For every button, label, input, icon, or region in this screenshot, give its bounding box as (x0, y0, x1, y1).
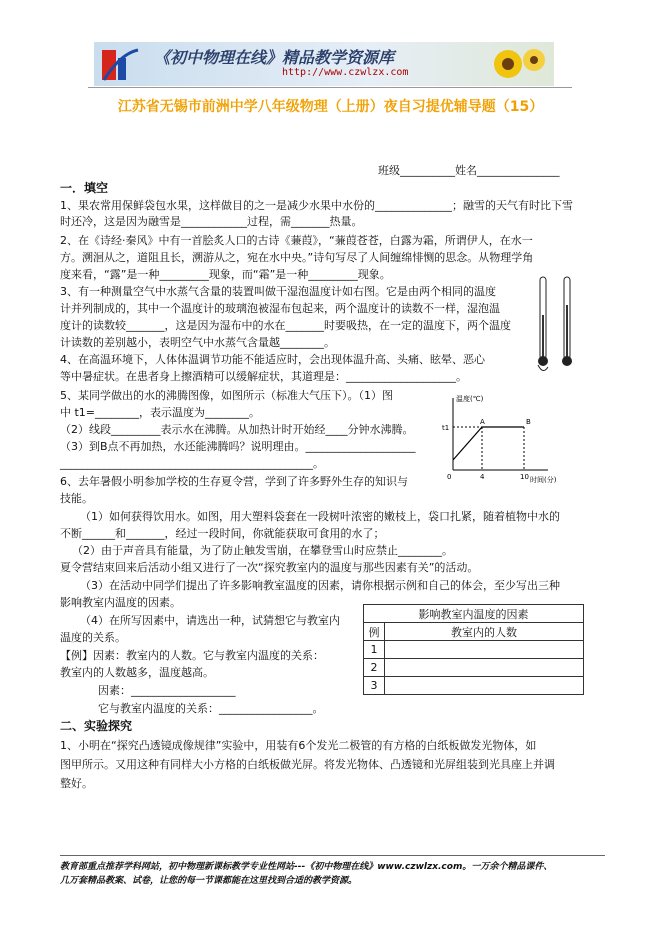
class-name-fields[interactable]: 班级__________姓名_______________ (378, 164, 560, 177)
graph-ylabel: 温度(℃) (456, 395, 484, 403)
table-row: 3 (364, 677, 584, 695)
exp1-line3: 整好。 (60, 777, 93, 790)
q5-line1: 5、某同学做出的水的沸腾图像，如图所示（标准大气压下）。（1）图 (60, 389, 393, 402)
footer-line2: 几万套精品教案、试卷，让您的每一节课都能在这里找到合适的教学资源。 (60, 876, 358, 886)
graph-tick-10: 10 (520, 473, 529, 481)
table-col-label: 例 (364, 623, 385, 641)
graph-t1-label: t1 (442, 424, 450, 432)
q6-line2: 技能。 (60, 492, 93, 505)
graph-point-a: A (480, 418, 485, 426)
q3-line1: 3、有一种测量空气中水蒸气含量的装置叫做干湿泡温度计如右图。它是由两个相同的温度 (60, 285, 496, 298)
footer-divider (60, 855, 605, 856)
table-answer-cell[interactable] (385, 677, 584, 695)
q6-activity-intro: 夏令营结束回来后活动小组又进行了一次“探究教室内的温度与那些因素有关”的活动。 (60, 561, 479, 574)
table-answer-cell[interactable] (385, 641, 584, 659)
sunflower-icon (486, 44, 550, 84)
graph-origin: 0 (447, 473, 452, 481)
exp1-line1: 1、小明在“探究凸透镜成像规律”实验中，用装有6个发光二极管的有方格的白纸板做发光物体，如 (60, 739, 537, 752)
q6-part2: （2）由于声音具有能量，为了防止触发雪崩，在攀登雪山时应禁止________。 (72, 544, 453, 557)
q5-line4: （3）到B点不再加热，水还能沸腾吗？说明理由。____________________ (60, 440, 416, 453)
q1-line2: 时还冷，这是因为融雪是____________过程，需_______热量。 (60, 215, 363, 228)
factors-table (363, 604, 584, 695)
banner-title: 《初中物理在线》精品教学资源库 (154, 48, 395, 67)
banner-url[interactable]: http://www.czwlzx.com (282, 67, 409, 78)
q3-line3: 度计的读数较_______，这是因为湿布中的水在_______时要吸热，在一定的温度下，两个温度 (60, 319, 511, 332)
q5-line5: ______________________________________________。 (60, 457, 324, 470)
q6-part3-line1: （3）在活动中同学们提出了许多影响教室温度的因素，请你根据示例和自己的体会，至少写出三种 (80, 579, 560, 592)
q5-line2: 中 t1=________，表示温度为________。 (60, 406, 261, 419)
footer (60, 860, 605, 888)
exp1-line2: 图甲所示。又用这种有同样大小方格的白纸板做光屏。将发光物体、凸透镜和光屏组装到光具座上并调 (60, 758, 555, 771)
q6-factor-field[interactable]: 因素：___________________ (98, 684, 236, 697)
graph-point-b: B (526, 418, 531, 426)
page-title: 江苏省无锡市前洲中学八年级物理（上册）夜自习提优辅导题（15） (117, 99, 544, 115)
header-banner (94, 42, 554, 86)
q6-part4-line1: （4）在所写因素中，请选出一种，试猜想它与教室内 (80, 614, 340, 627)
table-answer-cell[interactable] (385, 659, 584, 677)
table-row: 2 (364, 659, 584, 677)
section2-heading: 二、实验探究 (60, 719, 133, 733)
q3-line4: 计读数的差别越小，表明空气中水蒸气含量越________。 (60, 336, 335, 349)
q1-line1: 1、果农常用保鲜袋包水果，这样做目的之一是减少水果中水份的______________；融雪的天气有时比下雪 (60, 199, 573, 212)
q6-part1-line2: 不断______和_______，经过一段时间，你就能获取可食用的水了； (60, 527, 385, 540)
section1-heading: 一．填空 (60, 181, 109, 195)
q2-line1: 2、在《诗经·秦风》中有一首脍炙人口的古诗《蒹葭》，“蒹葭苍苍，白露为霜，所谓伊人，在水一 (60, 234, 533, 247)
q5-line3: （2）线段_________表示水在沸腾。从加热计时开始经____分钟水沸腾。 (60, 423, 414, 436)
site-logo-icon (100, 44, 140, 84)
q6-line1: 6、去年暑假小明参加学校的生存夏令营，学到了许多野外生存的知识与 (60, 475, 408, 488)
q4-line2: 等中暑症状。在患者身上擦酒精可以缓解症状，其道理是：____________________。 (60, 370, 467, 383)
graph-xlabel: 时间(分) (530, 476, 556, 484)
q6-part4-line2: 温度的关系。 (60, 631, 126, 644)
q2-line3: 度来看，“露”是一种_________现象，而“霜”是一种_________现象。 (60, 268, 391, 281)
q4-line1: 4、在高温环境下，人体体温调节功能不能适应时，会出现体温升高、头痛、眩晕、恶心 (60, 353, 485, 366)
table-title: 影响教室内温度的因素 (364, 605, 584, 623)
q6-example-line2: 教室内的人数越多，温度越高。 (60, 666, 214, 679)
q6-part3-line2: 影响教室内温度的因素。 (60, 596, 181, 609)
graph-tick-4: 4 (480, 473, 485, 481)
q2-line2: 方。溯洄从之，道阻且长，溯游从之，宛在水中央。”诗句写尽了人间缠绵悱恻的思念。从物理学角 (60, 251, 534, 264)
table-row: 1 (364, 641, 584, 659)
header-divider (88, 87, 572, 88)
q6-relation-field[interactable]: 它与教室内温度的关系：_________________。 (98, 702, 324, 715)
temperature-curve (453, 427, 524, 460)
q3-line2: 计并列制成的，其中一个温度计的玻璃泡被湿布包起来，两个温度计的读数不一样，湿泡温 (60, 302, 500, 315)
wet-dry-thermometer-icon (530, 275, 580, 380)
table-example: 教室内的人数 (385, 623, 584, 641)
boiling-graph (438, 390, 556, 486)
q6-example-line1: 【例】因素：教室内的人数。它与教室内温度的关系： (60, 649, 324, 662)
q6-part1-line1: （1）如何获得饮用水。如图，用大塑料袋套在一段树叶浓密的嫩枝上，袋口扎紧，随着植物中水的 (80, 510, 560, 523)
footer-line1: 教育部重点推荐学科网站，初中物理新课标教学专业性网站---《初中物理在线》www.czwlzx.com。一万余个精品课件、 (60, 862, 553, 872)
